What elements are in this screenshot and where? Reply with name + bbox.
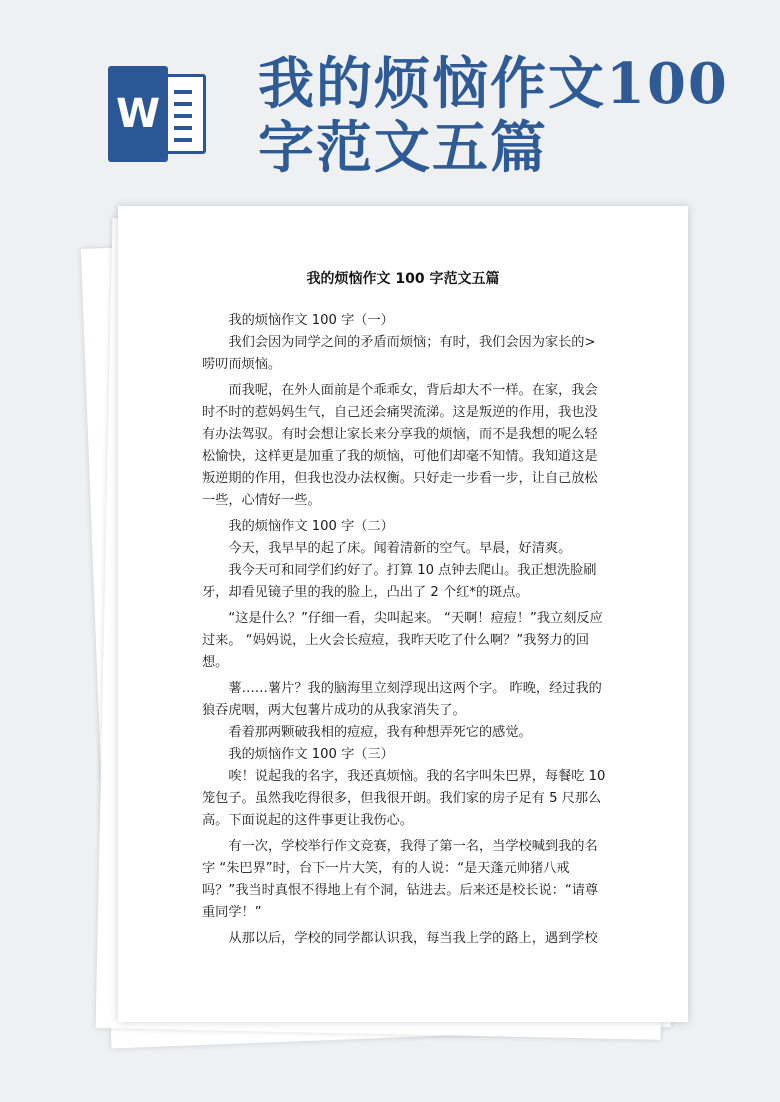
- word-document-icon: [108, 66, 210, 162]
- paragraph: 我今天可和同学们约好了。打算 10 点钟去爬山。我正想洗脸刷牙，却看见镜子里的我的脸上，凸出了 2 个红*的斑点。: [202, 563, 597, 600]
- section-heading: 我的烦恼作文 100 字（三）: [228, 747, 394, 762]
- section-heading: 我的烦恼作文 100 字（二）: [228, 519, 394, 534]
- word-icon-line: [174, 102, 192, 106]
- paragraph: 今天，我早早的起了床。闻着清新的空气。早晨，好清爽。: [228, 541, 572, 556]
- word-icon-line: [174, 114, 192, 118]
- paragraph: 看着那两颗破我相的痘痘，我有种想弄死它的感觉。: [228, 725, 532, 740]
- word-icon-line: [174, 126, 192, 130]
- document-title: 我的烦恼作文 100 字范文五篇: [306, 271, 500, 287]
- section-heading: 我的烦恼作文 100 字（一）: [228, 313, 394, 328]
- paragraph: 从那以后，学校的同学都认识我，每当我上学的路上，遇到学校: [228, 931, 598, 946]
- page-title: 我的烦恼作文100字范文五篇: [258, 51, 729, 181]
- word-icon-line: [174, 90, 192, 94]
- document-body: [202, 310, 608, 950]
- paragraph: 有一次，学校举行作文竞赛，我得了第一名，当学校喊到我的名字 “朱巴界”时，台下一片大笑，有的人说：“是天蓬元帅猪八戒吗？”我当时真恨不得地上有个洞，钻进去。后来还是校长说：“请尊重同学！”: [202, 839, 599, 920]
- header: [0, 0, 780, 200]
- paragraph: 薯……薯片？我的脑海里立刻浮现出这两个字。 昨晚，经过我的狼吞虎咽，两大包薯片成功的从我家消失了。: [202, 681, 602, 718]
- word-icon-line: [174, 138, 192, 142]
- word-icon-badge: W: [108, 66, 168, 162]
- paragraph: 我们会因为同学之间的矛盾而烦恼；有时，我们会因为家长的>唠叨而烦恼。: [202, 335, 596, 372]
- paragraph: 唉！说起我的名字，我还真烦恼。我的名字叫朱巴界，每餐吃 10 笼包子。虽然我吃得很多，但我很开朗。我们家的房子足有 5 尺那么高。下面说起的这件事更让我伤心。: [202, 769, 606, 828]
- paragraph: “这是什么？”仔细一看，尖叫起来。 “天啊！痘痘！”我立刻反应过来。 “妈妈说，上火会长痘痘，我昨天吃了什么啊？”我努力的回想。: [202, 611, 603, 670]
- document-page: [118, 206, 688, 1022]
- paragraph: 而我呢，在外人面前是个乖乖女，背后却大不一样。在家，我会时不时的惹妈妈生气，自己还会痛哭流涕。这是叛逆的作用，我也没有办法驾驭。有时会想让家长来分享我的烦恼，而不是我想的呢么轻松愉快，这样更是加重了我的烦恼，可他们却毫不知情。我知道这是叛逆期的作用，但我也没办法权衡。只好走一步看一步，让自己放松一些，心情好一些。: [202, 383, 598, 508]
